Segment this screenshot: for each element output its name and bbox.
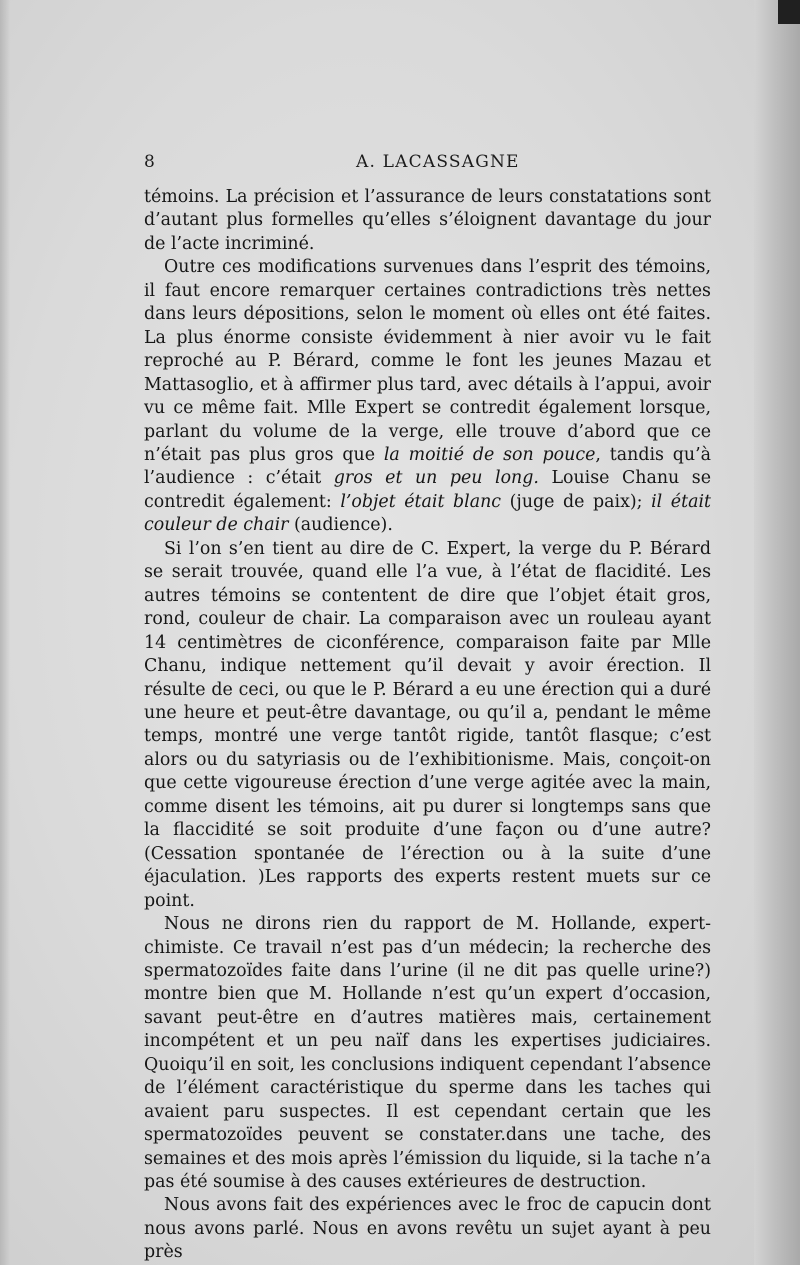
scan-corner-dark bbox=[778, 0, 800, 24]
italic-quote: gros et un peu long. bbox=[333, 468, 539, 489]
paragraph-hollande: Nous ne dirons rien du rapport de M. Hollande, expert-chimiste. Ce travail n’est pas d’un médecin; la recherche des spermatozoïdes faite dans l’urine (il ne dit pas quelle urine?) montre bien que M. Hollande n’est qu’un expert d’occasion, savant peut-être en d’autres matières mais, certainement incompétent et un peu naïf dans les expertises judiciaires. Quoiqu’il en soit, les conclusions indiquent cependant l’absence de l’élément caractéristique du sperme dans les taches qui avaient paru suspectes. Il est cependant certain que les spermatozoïdes peuvent se constater.dans une tache, des semaines et des mois après l’émission du liquide, si la tache n’a pas été soumise à des causes extérieures de destruction. bbox=[144, 914, 711, 1193]
page-header bbox=[144, 152, 710, 176]
page-number: 8 bbox=[144, 152, 155, 172]
paragraph-text: (audience). bbox=[288, 515, 393, 536]
page-right-edge bbox=[754, 0, 800, 1265]
italic-quote: l’objet était blanc bbox=[340, 491, 502, 512]
paragraph-contradictions bbox=[144, 256, 711, 537]
paragraph-text: (juge de paix); bbox=[501, 491, 652, 512]
paragraph-text: Louise Chanu se contredit également: bbox=[144, 468, 711, 512]
running-head: A. LACASSAGNE bbox=[356, 152, 520, 172]
body-text bbox=[144, 186, 711, 1265]
paragraph-experiments: Nous avons fait des expériences avec le froc de capucin dont nous avons parlé. Nous en avons revêtu un sujet ayant à peu près bbox=[144, 1195, 711, 1263]
italic-quote: la moitié de son pouce bbox=[383, 444, 596, 465]
paragraph-text: Outre ces modifications survenues dans l’esprit des témoins, il faut encore remarquer certaines contradictions très nettes dans leurs dépositions, selon le moment où elles ont été faites. La plus énorme consiste évidemment à nier avoir vu le fait reproché au P. Bérard, comme le font les jeunes Mazau et Mattasoglio, et à affirmer plus tard, avec détails à l’appui, avoir vu ce même fait. Mlle Expert se contredit également lorsque, parlant du volume de la verge, elle trouve d’abord que ce n’était pas plus gros que bbox=[144, 257, 711, 465]
paragraph-continuation: témoins. La précision et l’assurance de leurs constatations sont d’autant plus formelles qu’elles s’éloignent davantage du jour de l’acte incriminé. bbox=[144, 187, 711, 254]
page-left-shadow bbox=[0, 0, 10, 1265]
italic-quote: il était couleur de chair bbox=[144, 491, 712, 536]
paragraph-expert: Si l’on s’en tient au dire de C. Expert, la verge du P. Bérard se serait trouvée, quand elle l’a vue, à l’état de flacidité. Les autres témoins se contentent de dire que l’objet était gros, rond, couleur de chair. La comparaison avec un rouleau ayant 14 centimètres de ciconférence, comparaison faite par Mlle Chanu, indique nettement qu’il devait y avoir érection. Il résulte de ceci, ou que le P. Bérard a eu une érection qui a duré une heure et peut-être davantage, ou qu’il a, pendant le même temps, montré une verge tantôt rigide, tantôt flasque; c’est alors ou du satyriasis ou de l’exhibitionisme. Mais, conçoit-on que cette vigoureuse érection d’une verge agitée avec la main, comme disent les témoins, ait pu durer si longtemps sans que la flaccidité se soit produite d’une façon ou d’une autre? (Cessation spontanée de l’érection ou à la suite d’une éjaculation. )Les rapports des experts restent muets sur ce point. bbox=[144, 538, 711, 911]
paragraph-text: , tandis qu’à l’audience : c’était bbox=[144, 444, 712, 489]
